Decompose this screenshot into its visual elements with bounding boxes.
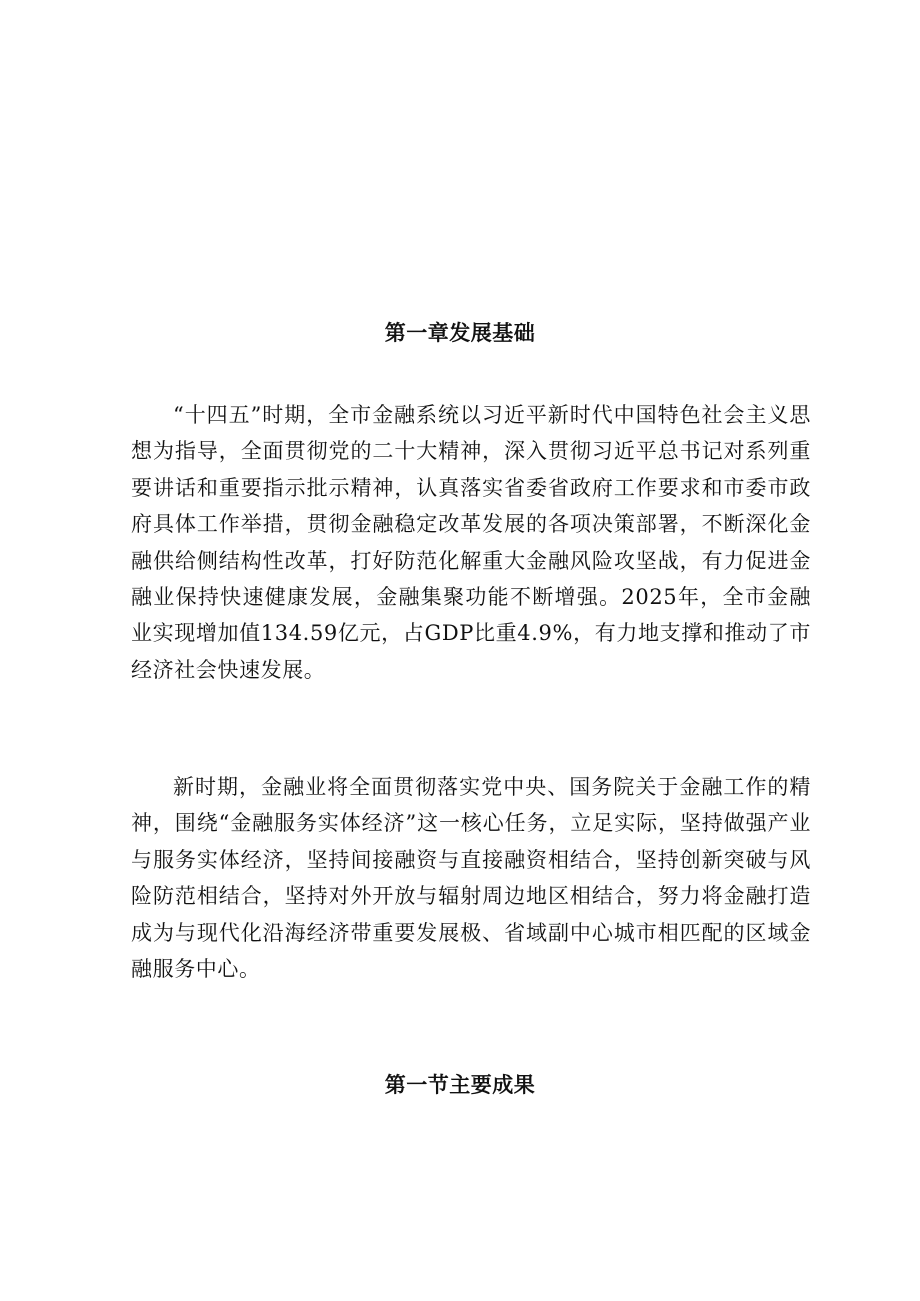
body-paragraph-2: 新时期，金融业将全面贯彻落实党中央、国务院关于金融工作的精神，围绕“金融服务实体经济”这一核心任务，立足实际，坚持做强产业与服务实体经济，坚持间接融资与直接融资相结合，坚持创新突破与风险防范相结合，坚持对外开放与辐射周边地区相结合，努力将金融打造成为与现代化沿海经济带重要发展极、省域副中心城市相匹配的区域金融服务中心。: [131, 775, 811, 982]
body-paragraph-1: “十四五”时期，全市金融系统以习近平新时代中国特色社会主义思想为指导，全面贯彻党的二十大精神，深入贯彻习近平总书记对系列重要讲话和重要指示批示精神，认真落实省委省政府工作要求和市委市政府具体工作举措，贯彻金融稳定改革发展的各项决策部署，不断深化金融供给侧结构性改革，打好防范化解重大金融风险攻坚战，有力促进金融业保持快速健康发展，金融集聚功能不断增强。2025年，全市金融业实现增加值134.59亿元，占GDP比重4.9%，有力地支撑和推动了市经济社会快速发展。: [131, 403, 811, 682]
section-title: 第一节主要成果: [384, 1073, 536, 1097]
chapter-title: 第一章发展基础: [384, 321, 536, 345]
